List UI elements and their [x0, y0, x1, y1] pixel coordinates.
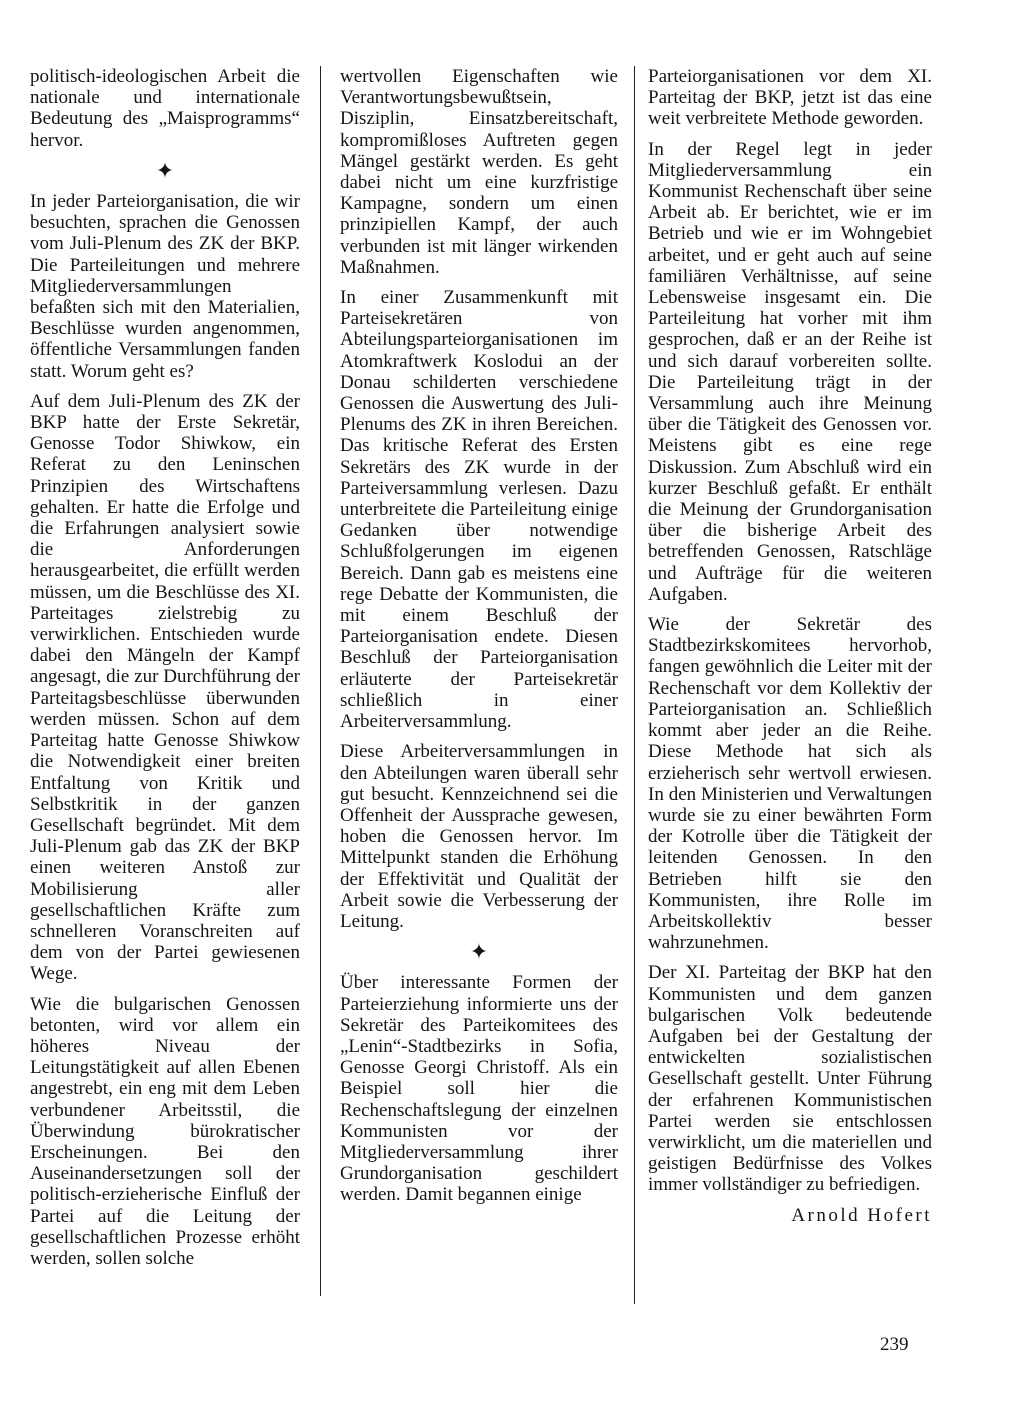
paragraph: In jeder Parteiorganisation, die wir besuchten, sprachen die Genossen vom Juli-Plenum des ZK der BKP. Die Parteileitungen und mehrere Mitgliederversammlungen befaßten sich mit den Materialien, Beschlüsse wurden angenommen, öffentliche Versammlungen fanden statt. Worum geht es?	[30, 191, 300, 382]
author-signature: Arnold Hofert	[791, 1204, 932, 1226]
paragraph: politisch-ideologischen Arbeit die nationale und internationale Bedeutung des „Maisprogramms“ hervor.	[30, 66, 300, 151]
column-3	[648, 66, 932, 1226]
paragraph: wertvollen Eigenschaften wie Verantwortungsbewußtsein, Disziplin, Einsatzbereitschaft, kompromißloses Auftreten gegen Mängel gestärkt werden. Es geht dabei nicht um eine kurzfristige Kampagne, sondern um einen prinzipiellen Kampf, der auch verbunden ist mit länger wirkenden Maßnahmen.	[340, 66, 618, 278]
paragraph: Wie der Sekretär des Stadtbezirkskomitees hervorhob, fangen gewöhnlich die Leiter mit der Rechenschaft vor dem Kollektiv der Parteiorganisation an. Schließlich kommt aber jeder an die Reihe. Diese Methode hat sich als erzieherisch sehr wertvoll erwiesen. In den Ministerien und Verwaltungen wurde sie zu einer bewährten Form der Kotrolle über die Tätigkeit der leitenden Genossen. In den Betrieben hilft sie den Kommunisten, ihre Rolle im Arbeitskollektiv besser wahrzunehmen.	[648, 614, 932, 954]
paragraph: Über interessante Formen der Parteierziehung informierte uns der Sekretär des Parteikomitees des „Lenin“-Stadtbezirks in Sofia, Genosse Georgi Christoff. Als ein Beispiel soll hier die Rechenschaftslegung der einzelnen Kommunisten vor der Mitgliederversammlung ihrer Grundorganisation geschildert werden. Damit begannen einige	[340, 972, 618, 1206]
column-1	[30, 66, 300, 1278]
paragraph: In der Regel legt in jeder Mitgliederversammlung ein Kommunist Rechenschaft über seine Arbeit ab. Er berichtet, wie er im Betrieb und wie er im Wohngebiet arbeitet, und er geht auch auf seine familiären Verhältnisse, auf seine Lebensweise insgesamt ein. Die Parteileitung hat vorher mit ihm gesprochen, daß er an der Reihe ist und sich darauf vorbereiten sollte. Die Parteileitung trägt in der Versammlung auch ihre Meinung über die Tätigkeit des Genossen vor. Meistens gibt es eine rege Diskussion. Zum Abschluß wird ein kurzer Beschluß gefaßt. Er enthält die Meinung der Grundorganisation über die bisherige Arbeit des betreffenden Genossen, Ratschläge und Aufträge für die weiteren Aufgaben.	[648, 138, 932, 605]
paragraph: Der XI. Parteitag der BKP hat den Kommunisten und dem ganzen bulgarischen Volk bedeutende Aufgaben bei der Gestaltung der entwickelten sozialistischen Gesellschaft gestellt. Unter Führung der erfahrenen Kommunistischen Partei werden sie entschlossen verwirklicht, um die materiellen und geistigen Bedürfnisse des Volkes immer vollständiger zu befriedigen.	[648, 962, 932, 1196]
paragraph: Parteiorganisationen vor dem XI. Parteitag der BKP, jetzt ist das eine weit verbreitete Methode geworden.	[648, 66, 932, 130]
section-divider-star-icon: ✦	[155, 157, 175, 183]
paragraph: In einer Zusammenkunft mit Parteisekretären von Abteilungsparteiorganisationen im Atomkraftwerk Koslodui an der Donau schilderten verschiedene Genossen die Auswertung des Juli-Plenums des ZK in ihren Bereichen. Das kritische Referat des Ersten Sekretärs des ZK wurde in der Parteiversammlung verlesen. Dazu unterbreitete die Parteileitung einige Gedanken über notwendige Schlußfolgerungen im eigenen Bereich. Dann gab es meistens eine rege Debatte der Kommunisten, die mit einem Beschluß der Parteiorganisation endete. Diesen Beschluß der Parteiorganisation erläuterte der Parteisekretär schließlich in einer Arbeiterversammlung.	[340, 287, 618, 733]
paragraph: Wie die bulgarischen Genossen betonten, wird vor allem ein höheres Niveau der Leitungstätigkeit auf allen Ebenen angestrebt, ein eng mit dem Leben verbundener Arbeitsstil, die Überwindung bürokratischer Erscheinungen. Bei den Auseinandersetzungen soll der politisch-erzieherische Einfluß der Partei auf die Leitung der gesellschaftlichen Prozesse erhöht werden, sollen solche	[30, 993, 300, 1269]
paragraph: Diese Arbeiterversammlungen in den Abteilungen waren überall sehr gut besucht. Kennzeichnend sei die Offenheit der Aussprache gewesen, hoben die Genossen hervor. Im Mittelpunkt standen die Erhöhung der Effektivität und Qualität der Arbeit sowie die Verbesserung der Leitung.	[340, 741, 618, 932]
section-divider-star-icon: ✦	[469, 939, 489, 965]
paragraph: Auf dem Juli-Plenum des ZK der BKP hatte der Erste Sekretär, Genosse Todor Shiwkow, ein Referat zu den Leninschen Prinzipien des Wirtschaftens gehalten. Er hatte die Erfolge und die Erfahrungen analysiert sowie die Anforderungen herausgearbeitet, die erfüllt werden müssen, um die Beschlüsse des XI. Parteitages zielstrebig zu verwirklichen. Entschieden wurde dabei den Mängeln der Kampf angesagt, die zur Durchführung der Parteitagsbeschlüsse überwunden werden müssen. Schon auf dem Parteitag hatte Genosse Shiwkow die Notwendigkeit einer breiten Entfaltung von Kritik und Selbstkritik in der ganzen Gesellschaft begründet. Mit dem Juli-Plenum gab das ZK der BKP einen weiteren Anstoß zur Mobilisierung aller gesellschaftlichen Kräfte zum schnelleren Voranschreiten auf dem von der Partei gewiesenen Wege.	[30, 390, 300, 985]
column-2	[340, 66, 618, 1215]
column-rule	[634, 66, 635, 1304]
column-rule	[320, 66, 321, 1296]
page-number: 239	[880, 1334, 909, 1355]
